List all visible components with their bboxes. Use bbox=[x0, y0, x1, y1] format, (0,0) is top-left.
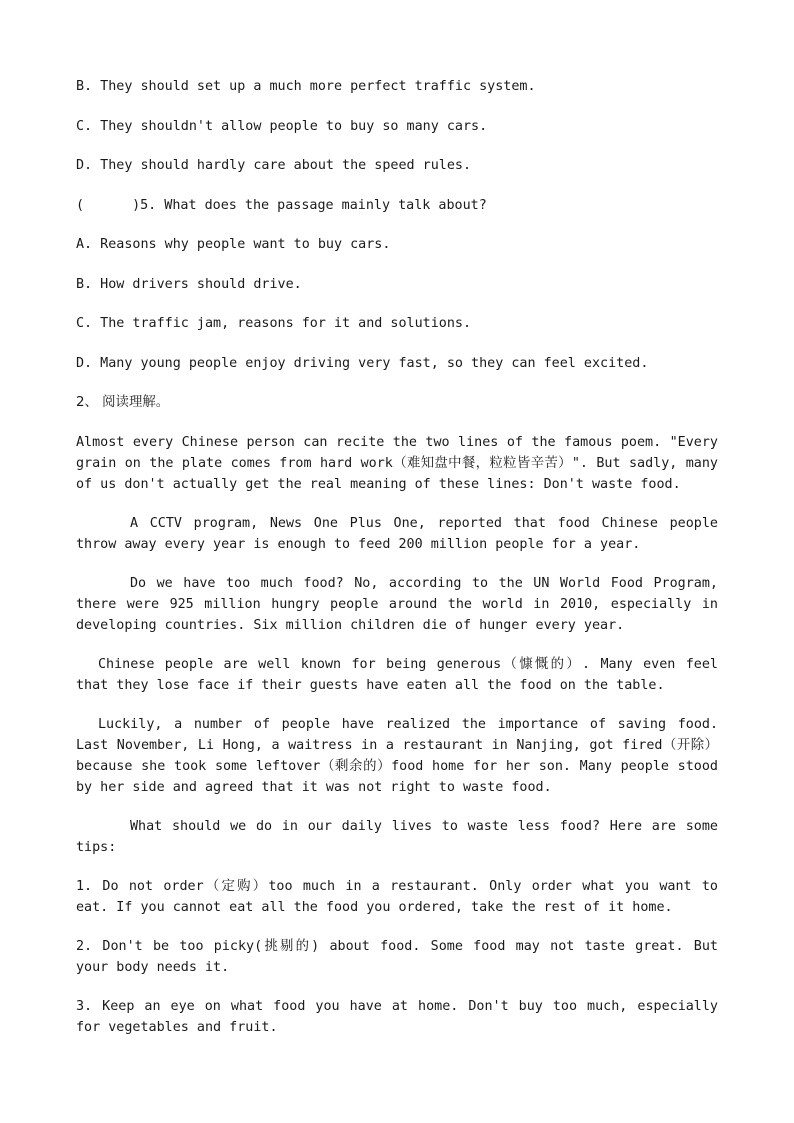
tip-1: 1. Do not order（定购）too much in a restaurant. Only order what you want to eat. If you cannot eat all the food you ordered, take the rest of it home. bbox=[76, 878, 718, 915]
passage-paragraph-3: Do we have too much food? No, according to the UN World Food Program, there were 925 million hungry people around the world in 2010, especially in developing countries. Six million children die of hunger every year. bbox=[76, 575, 718, 633]
q4-option-c: C. They shouldn't allow people to buy so many cars. bbox=[76, 118, 488, 134]
question-5-text: )5. What does the passage mainly talk about? bbox=[132, 197, 487, 213]
passage-paragraph-6: What should we do in our daily lives to waste less food? Here are some tips: bbox=[76, 818, 718, 855]
passage-paragraph-1: Almost every Chinese person can recite the two lines of the famous poem. "Every grain on the plate comes from hard work（难知盘中餐，粒粒皆辛苦）". But sadly, many of us don't actually get the real meaning of these lines: Don't waste food. bbox=[76, 434, 718, 492]
passage-paragraph-4: Chinese people are well known for being generous（慷慨的）. Many even feel that they lose face if their guests have eaten all the food on the table. bbox=[76, 656, 718, 693]
q5-option-d: D. Many young people enjoy driving very fast, so they can feel excited. bbox=[76, 355, 649, 371]
tip-3: 3. Keep an eye on what food you have at home. Don't buy too much, especially for vegetables and fruit. bbox=[76, 998, 718, 1035]
document-page bbox=[76, 76, 718, 1056]
q4-option-d: D. They should hardly care about the speed rules. bbox=[76, 158, 472, 173]
answer-paren-open: ( bbox=[76, 197, 85, 213]
passage-paragraph-2: A CCTV program, News One Plus One, reported that food Chinese people throw away every year is enough to feed 200 million people for a year. bbox=[76, 515, 718, 552]
q4-option-b: B. They should set up a much more perfect traffic system. bbox=[76, 79, 536, 94]
question-5 bbox=[76, 195, 718, 216]
q5-option-c: C. The traffic jam, reasons for it and solutions. bbox=[76, 316, 472, 331]
tip-2: 2. Don't be too picky(挑剔的) about food. Some food may not taste great. But your body needs it. bbox=[76, 938, 718, 975]
passage-paragraph-5: Luckily, a number of people have realized the importance of saving food. Last November, Li Hong, a waitress in a restaurant in Nanjing, got fired（开除）because she took some leftover（剩余的）food home for her son. Many people stood by her side and agreed that it was not right to waste food. bbox=[76, 716, 718, 795]
q5-option-a: A. Reasons why people want to buy cars. bbox=[76, 237, 391, 252]
q5-option-b: B. How drivers should drive. bbox=[76, 276, 302, 292]
section-2-title: 2、 阅读理解。 bbox=[76, 395, 170, 410]
